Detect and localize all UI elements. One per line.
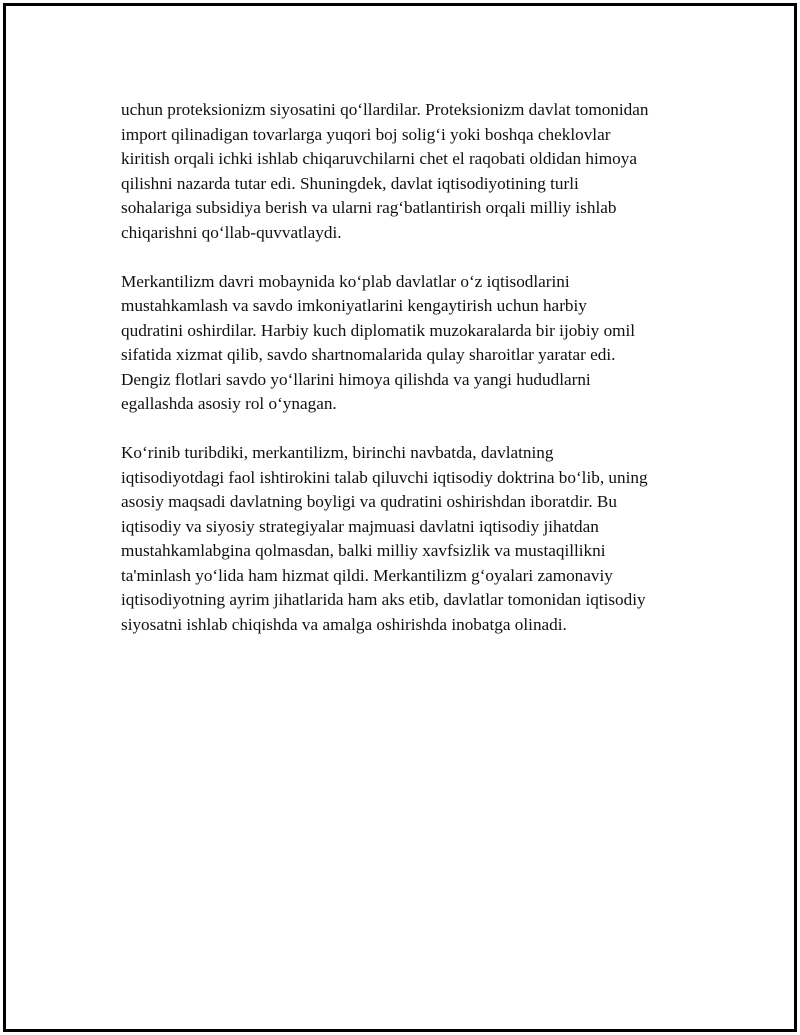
document-page xyxy=(3,3,797,1032)
text-line: Ko‘rinib turibdiki, merkantilizm, birinchi navbatda, davlatning xyxy=(121,443,554,462)
text-line: siyosatni ishlab chiqishda va amalga oshirishda inobatga olinadi. xyxy=(121,614,567,634)
text-line: mustahkamlabgina qolmasdan, balki milliy xavfsizlik va mustaqillikni xyxy=(121,541,606,560)
paragraph-1 xyxy=(121,98,701,245)
text-line: iqtisodiy va siyosiy strategiyalar majmuasi davlatni iqtisodiy jihatdan xyxy=(121,516,599,536)
text-line: ta'minlash yo‘lida ham hizmat qildi. Merkantilizm g‘oyalari zamonaviy xyxy=(121,565,613,585)
text-line: sifatida xizmat qilib, savdo shartnomalarida qulay sharoitlar yaratar edi. xyxy=(121,345,616,364)
text-line: qilishni nazarda tutar edi. Shuningdek, davlat iqtisodiyotining turli xyxy=(121,173,579,193)
text-line: iqtisodiyotdagi faol ishtirokini talab qiluvchi iqtisodiy doktrina bo‘lib, uning xyxy=(121,467,648,487)
text-line: uchun proteksionizm siyosatini qo‘llardilar. Proteksionizm davlat tomonidan xyxy=(121,100,649,119)
text-line: qudratini oshirdilar. Harbiy kuch diplomatik muzokaralarda bir ijobiy omil xyxy=(121,320,636,340)
paragraph-3 xyxy=(121,441,701,637)
text-line: egallashda asosiy rol o‘ynagan. xyxy=(121,394,337,413)
text-line: chiqarishni qo‘llab-quvvatlaydi. xyxy=(121,222,342,242)
text-line: iqtisodiyotning ayrim jihatlarida ham aks etib, davlatlar tomonidan iqtisodiy xyxy=(121,590,646,609)
text-line: asosiy maqsadi davlatning boyligi va qudratini oshirishdan iboratdir. Bu xyxy=(121,492,617,511)
text-line: kiritish orqali ichki ishlab chiqaruvchilarni chet el raqobati oldidan himoya xyxy=(121,149,637,168)
text-line: Dengiz flotlari savdo yo‘llarini himoya qilishda va yangi hududlarni xyxy=(121,369,591,389)
text-line: import qilinadigan tovarlarga yuqori boj solig‘i yoki boshqa cheklovlar xyxy=(121,124,611,144)
text-line: sohalariga subsidiya berish va ularni rag‘batlantirish orqali milliy ishlab xyxy=(121,198,617,217)
text-line: Merkantilizm davri mobaynida ko‘plab davlatlar o‘z iqtisodlarini xyxy=(121,271,570,291)
document-body xyxy=(121,98,701,662)
text-line: mustahkamlash va savdo imkoniyatlarini kengaytirish uchun harbiy xyxy=(121,296,587,315)
paragraph-2 xyxy=(121,270,701,417)
